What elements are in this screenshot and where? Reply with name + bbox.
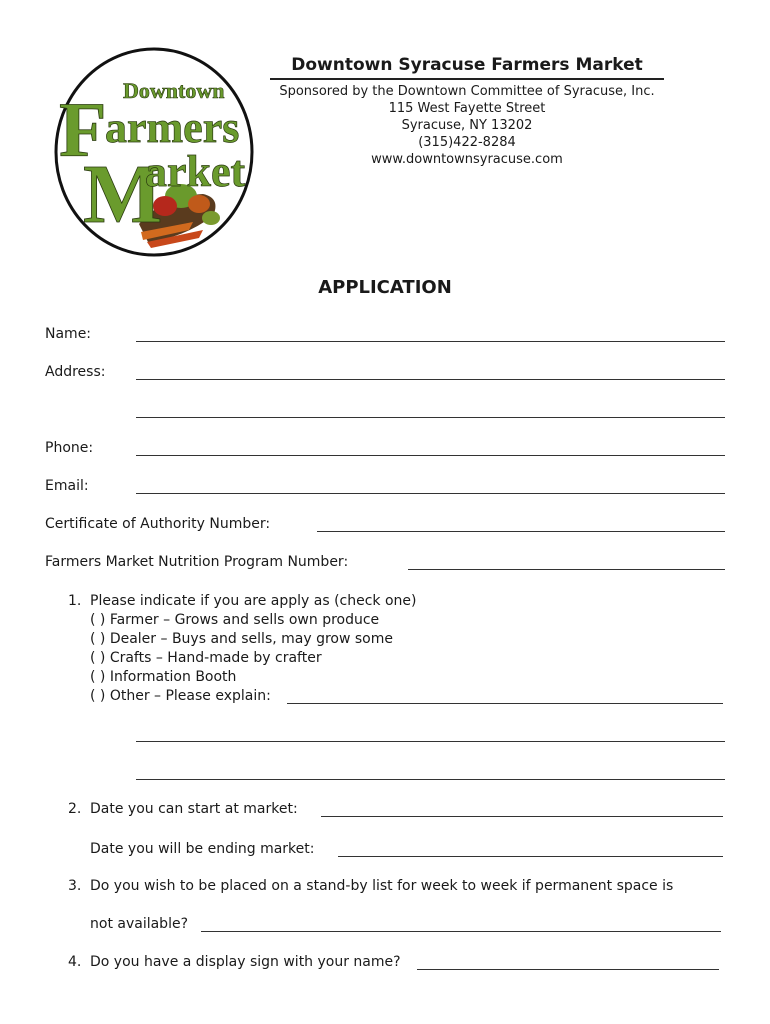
phone-number: (315)422-8284 bbox=[418, 135, 516, 150]
q1-option-dealer[interactable]: ( ) Dealer – Buys and sells, may grow some bbox=[90, 631, 393, 647]
q2-start-label: Date you can start at market: bbox=[90, 801, 298, 817]
logo-word-arket: arket bbox=[145, 147, 246, 196]
q1-option-crafts[interactable]: ( ) Crafts – Hand-made by crafter bbox=[90, 650, 322, 666]
q2-number: 2. bbox=[68, 801, 82, 817]
end-date-field[interactable] bbox=[338, 856, 723, 857]
q3-text-line-1: Do you wish to be placed on a stand-by list for week to week if permanent space is bbox=[90, 878, 674, 894]
city-state-zip: Syracuse, NY 13202 bbox=[401, 118, 533, 133]
other-explain-field[interactable] bbox=[287, 703, 723, 704]
phone-field[interactable] bbox=[136, 455, 725, 456]
address-field-line-2[interactable] bbox=[136, 417, 725, 418]
sponsor-line: Sponsored by the Downtown Committee of Syracuse, Inc. bbox=[279, 84, 655, 99]
q1-number: 1. bbox=[68, 593, 82, 609]
website: www.downtownsyracuse.com bbox=[371, 152, 563, 167]
certificate-field[interactable] bbox=[317, 531, 725, 532]
q1-option-farmer[interactable]: ( ) Farmer – Grows and sells own produce bbox=[90, 612, 380, 628]
address-field-line-1[interactable] bbox=[136, 379, 725, 380]
street-address: 115 West Fayette Street bbox=[388, 101, 546, 116]
header-rule bbox=[270, 78, 664, 80]
address-label: Address: bbox=[45, 364, 106, 380]
other-explain-line-3[interactable] bbox=[136, 779, 725, 780]
name-label: Name: bbox=[45, 326, 92, 342]
q3-number: 3. bbox=[68, 878, 82, 894]
email-field[interactable] bbox=[136, 493, 725, 494]
farmers-market-logo bbox=[53, 46, 255, 258]
q2-end-label: Date you will be ending market: bbox=[90, 841, 315, 857]
logo-letter-m: M bbox=[83, 148, 163, 241]
name-field[interactable] bbox=[136, 341, 725, 342]
standby-answer-field[interactable] bbox=[201, 931, 721, 932]
fmnp-label: Farmers Market Nutrition Program Number: bbox=[45, 554, 349, 570]
q4-text: Do you have a display sign with your name? bbox=[90, 954, 401, 970]
start-date-field[interactable] bbox=[321, 816, 723, 817]
other-explain-line-2[interactable] bbox=[136, 741, 725, 742]
organization-title: Downtown Syracuse Farmers Market bbox=[291, 55, 643, 75]
display-sign-answer-field[interactable] bbox=[417, 969, 719, 970]
q3-text-line-2: not available? bbox=[90, 916, 188, 932]
application-title: APPLICATION bbox=[318, 277, 452, 298]
fmnp-field[interactable] bbox=[408, 569, 725, 570]
q1-option-information-booth[interactable]: ( ) Information Booth bbox=[90, 669, 237, 685]
email-label: Email: bbox=[45, 478, 89, 494]
logo-word-downtown: Downtown bbox=[123, 78, 225, 103]
logo-word-armers: armers bbox=[105, 103, 240, 152]
phone-label: Phone: bbox=[45, 440, 94, 456]
q1-text: Please indicate if you are apply as (check one) bbox=[90, 593, 417, 609]
q4-number: 4. bbox=[68, 954, 82, 970]
q1-option-other[interactable]: ( ) Other – Please explain: bbox=[90, 688, 271, 704]
logo-letter-f: F bbox=[59, 86, 107, 173]
certificate-label: Certificate of Authority Number: bbox=[45, 516, 271, 532]
